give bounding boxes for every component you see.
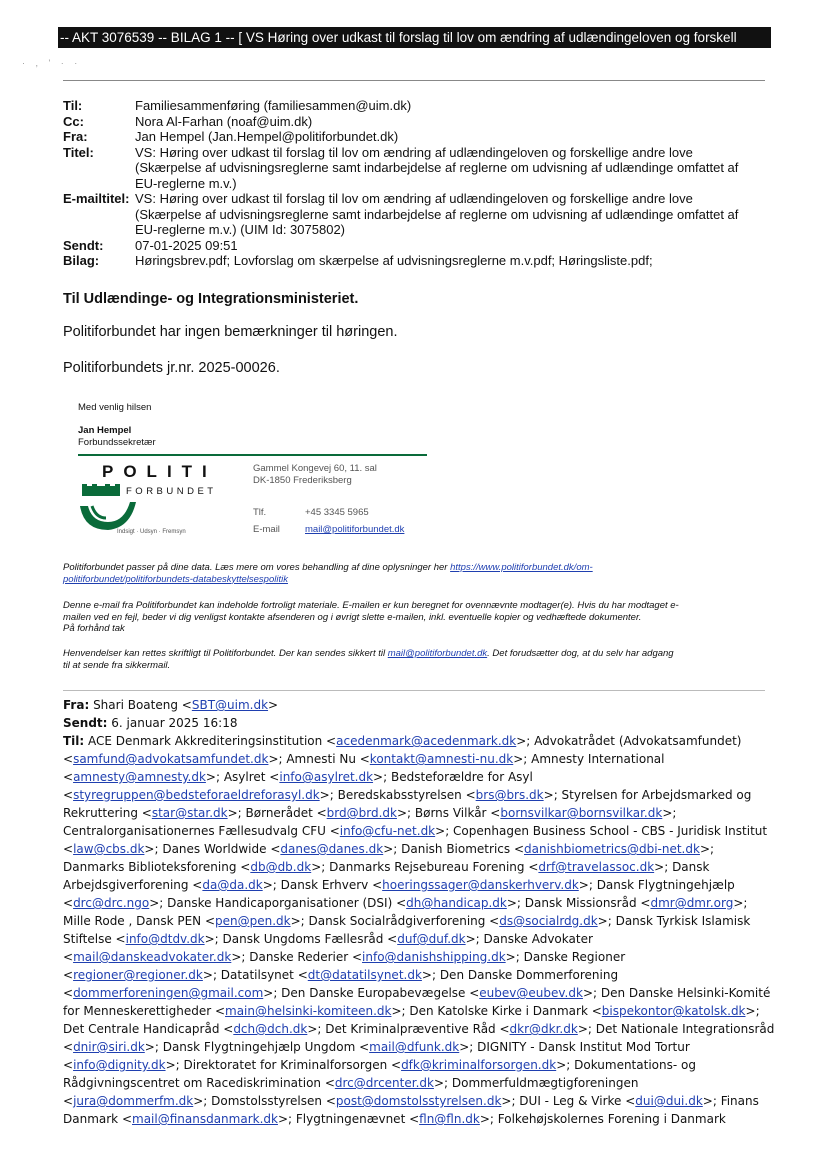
recipient-name: >; Dokumentations- og Rådgivningscentret om Racediskrimination < <box>63 1058 696 1090</box>
header-cc-row: Cc: Nora Al-Farhan (noaf@uim.dk) <box>63 113 313 129</box>
recipient-name: >; Danske Regioner < <box>63 950 626 982</box>
recipient-email-link[interactable]: eubev@eubev.dk <box>479 986 583 1000</box>
recipient-email-link[interactable]: info@asylret.dk <box>279 770 374 784</box>
header-title-row: Titel: VS: Høring over udkast til forslag til lov om ændring af udlændingeloven og forskellige andre love (Skærpelse af udvisningsreglerne samt indarbejdelse af reglerne om udvisning af udlændinge omfattet af EU-reglerne m.v.) <box>63 144 739 191</box>
logo-text-politi: POLITI <box>102 462 217 481</box>
email-label: E-mail <box>253 524 280 535</box>
recipient-name: >; Beredskabsstyrelsen < <box>319 788 476 802</box>
recipient-email-link[interactable]: dh@handicap.dk <box>406 896 507 910</box>
recipient-name: >; Finans Danmark < <box>63 1094 759 1126</box>
recipient-name: >; Datatilsynet < <box>202 968 308 982</box>
recipient-tail: >; Folkehøjskolernes Forening i Danmark <box>479 1112 726 1126</box>
recipient-email-link[interactable]: info@cfu-net.dk <box>339 824 436 838</box>
recipient-name: >; Styrelsen for Arbejdsmarked og Rekruttering < <box>63 788 752 820</box>
recipient-name: >; Danmarks Biblioteksforening < <box>63 842 715 874</box>
recipient-name: >; Dansk Flygtningehjælp < <box>63 878 735 910</box>
signature-block: Jan Hempel Forbundssekretær <box>78 425 156 448</box>
secure-mail-notice: Henvendelser kan rettes skriftligt til Politiforbundet. Der kan sendes sikkert til mail@politiforbundet.dk. Det forudsætter dog, at du selv har adgang til at sende fra sikkermail. <box>63 648 674 671</box>
recipient-email-link[interactable]: info@dignity.dk <box>73 1058 166 1072</box>
recipient-name: >; Danish Biometrics < <box>383 842 524 856</box>
recipient-email-link[interactable]: brd@brd.dk <box>326 806 397 820</box>
recipient-email-link[interactable]: dt@datatilsynet.dk <box>307 968 422 982</box>
recipient-email-link[interactable]: duf@duf.dk <box>397 932 466 946</box>
recipient-name: >; Advokatrådet (Advokatsamfundet) < <box>63 734 742 766</box>
recipient-name: >; Dansk Tyrkisk Islamisk Stiftelse < <box>63 914 751 946</box>
recipient-email-link[interactable]: drc@drc.ngo <box>73 896 150 910</box>
signature-email-link[interactable]: mail@politiforbundet.dk <box>305 524 405 535</box>
recipient-email-link[interactable]: regioner@regioner.dk <box>73 968 203 982</box>
recipient-email-link[interactable]: ds@socialrdg.dk <box>499 914 598 928</box>
recipient-email-link[interactable]: fln@fln.dk <box>419 1112 480 1126</box>
recipient-email-link[interactable]: dch@dch.dk <box>233 1022 308 1036</box>
recipient-name: >; Dansk Missionsråd < <box>506 896 651 910</box>
recipient-email-link[interactable]: dommerforeningen@gmail.com <box>73 986 264 1000</box>
recipient-email-link[interactable]: db@db.dk <box>250 860 312 874</box>
recipient-name: >; Mille Rode , Dansk PEN < <box>63 896 748 928</box>
recipient-email-link[interactable]: dkr@dkr.dk <box>509 1022 578 1036</box>
recipient-email-link[interactable]: mail@danskeadvokater.dk <box>73 950 232 964</box>
header-sent-row: Sendt: 07-01-2025 09:51 <box>63 237 238 253</box>
recipient-email-link[interactable]: dmr@dmr.org <box>650 896 734 910</box>
logo-tagline: Indsigt · Udsyn · Fremsyn <box>117 529 186 535</box>
recipient-name: >; Den Danske Europabevægelse < <box>263 986 480 1000</box>
scan-marks: · , ' · · <box>22 58 82 68</box>
recipient-name: >; Danes Worldwide < <box>144 842 281 856</box>
recipient-email-link[interactable]: info@danishshipping.dk <box>362 950 506 964</box>
recipient-name: >; Dansk Flygtningehjælp Ungdom < <box>144 1040 370 1054</box>
recipient-email-link[interactable]: law@cbs.dk <box>73 842 145 856</box>
addressee: Til Udlændinge- og Integrationsministeriet. <box>63 291 359 307</box>
header-to-row: Til: Familiesammenføring (familiesammen@uim.dk) <box>63 98 412 113</box>
recipient-name: >; Dommerfuldmægtigforeningen < <box>63 1076 639 1108</box>
recipient-name: >; Bedsteforældre for Asyl < <box>63 770 533 802</box>
recipient-name: >; Flygtningenævnet < <box>277 1112 420 1126</box>
forward-recipients: Til: ACE Denmark Akkrediteringsinstitution <acedenmark@acedenmark.dk>; Advokatrådet (Advokatsamfundet) <samfund@advokatsamfundet.dk>; Amnesti Nu <kontakt@amnesti-nu.dk>; Amnesty International <amnesty@amnesty.dk>; Asylret <info@asylret.dk>; Bedsteforældre for Asyl <styregruppen@bedsteforaeldreforasyl.dk>; Beredskabsstyrelsen <brs@brs.dk>; Styrelsen for Arbejdsmarked og Rekruttering <star@star.dk>; Børnerådet <brd@brd.dk>; Børns Vilkår <bornsvilkar@bornsvilkar.dk>; Centralorganisationernes Fællesudvalg CFU <info@cfu-net.dk>; Copenhagen Business School - CBS - Juridisk Institut <law@cbs.dk>; Danes Worldwide <danes@danes.dk>; Danish Biometrics <danishbiometrics@dbi-net.dk>; Danmarks Biblioteksforening <db@db.dk>; Danmarks Rejsebureau Forening <drf@travelassoc.dk>; Dansk Arbejdsgiverforening <da@da.dk>; Dansk Erhverv <hoeringssager@danskerhverv.dk>; Dansk Flygtningehjælp <drc@drc.ngo>; Danske Handicaporganisationer (DSI) <dh@handicap.dk>; Dansk Missionsråd <dmr@dmr.org>; Mille Rode , Dansk PEN <pen@pen.dk>; Dansk Socialrådgiverforening <ds@socialrdg.dk>; Dansk Tyrkisk Islamisk Stiftelse <info@dtdv.dk>; Dansk Ungdoms Fællesråd <duf@duf.dk>; Danske Advokater <mail@danskeadvokater.dk>; Danske Rederier <info@danishshipping.dk>; Danske Regioner <regioner@regioner.dk>; Datatilsynet <dt@datatilsynet.dk>; Den Danske Dommerforening <dommerforeningen@gmail.com>; Den Danske Europabevægelse <eubev@eubev.dk>; Den Danske Helsinki-Komité for Menneskerettigheder <main@helsinki-komiteen.dk>; Den Katolske Kirke i Danmark <bispekontor@katolsk.dk>; Det Centrale Handicapråd <dch@dch.dk>; Det Kriminalpræventive Råd <dkr@dkr.dk>; Det Nationale Integrationsråd <dnir@siri.dk>; Dansk Flygtningehjælp Ungdom <mail@dfunk.dk>; DIGNITY - Dansk Institut Mod Tortur <info@dignity.dk>; Direktoratet for Kriminalforsorgen <dfk@kriminalforsorgen.dk>; Dokumentations- og Rådgivningscentret om Racediskrimination <drc@drcenter.dk>; Dommerfuldmægtigforeningen <jura@dommerfm.dk>; Domstolsstyrelsen <post@domstolsstyrelsen.dk>; DUI - Leg & Virke <dui@dui.dk>; Finans Danmark <mail@finansdanmark.dk>; Flygtningenævnet <fln@fln.dk>; Folkehøjskolernes Forening i Danmark <box>63 734 775 1126</box>
header-attachments-row: Bilag: Høringsbrev.pdf; Lovforslag om skærpelse af udvisningsreglerne m.v.pdf; Høringsliste.pdf; <box>63 253 653 268</box>
recipient-name: >; Den Katolske Kirke i Danmark < <box>391 1004 602 1018</box>
recipient-name: >; Dansk Ungdoms Fællesråd < <box>204 932 398 946</box>
recipient-email-link[interactable]: mail@finansdanmark.dk <box>132 1112 278 1126</box>
data-policy-link[interactable]: https://www.politiforbundet.dk/om- <box>450 562 593 573</box>
recipient-name: >; Direktoratet for Kriminalforsorgen < <box>165 1058 402 1072</box>
recipient-name: >; Den Danske Dommerforening < <box>63 968 619 1000</box>
signature-greeting: Med venlig hilsen <box>78 402 152 413</box>
forward-from: Fra: Shari Boateng <SBT@uim.dk> <box>63 698 279 712</box>
recipient-name: >; Børnerådet < <box>227 806 327 820</box>
body-line-2: Politiforbundets jr.nr. 2025-00026. <box>63 360 280 376</box>
recipient-email-link[interactable]: jura@dommerfm.dk <box>73 1094 194 1108</box>
body-line-1: Politiforbundet har ingen bemærkninger til høringen. <box>63 324 398 340</box>
recipient-name: >; Børns Vilkår < <box>396 806 501 820</box>
recipient-name: >; Amnesti Nu < <box>268 752 370 766</box>
recipient-name: >; Danmarks Rejsebureau Forening < <box>311 860 539 874</box>
top-divider <box>63 80 765 81</box>
recipient-name: >; Asylret < <box>205 770 280 784</box>
recipient-email-link[interactable]: post@domstolsstyrelsen.dk <box>335 1094 502 1108</box>
tlf-value: +45 3345 5965 <box>305 507 369 518</box>
recipient-email-link[interactable]: da@da.dk <box>202 878 263 892</box>
recipient-name: >; Det Centrale Handicapråd < <box>63 1004 760 1036</box>
recipient-email-link[interactable]: samfund@advokatsamfundet.dk <box>73 752 269 766</box>
header-from-row: Fra: Jan Hempel (Jan.Hempel@politiforbundet.dk) <box>63 129 399 144</box>
recipient-name: >; Danske Handicaporganisationer (DSI) < <box>149 896 407 910</box>
recipient-email-link[interactable]: dnir@siri.dk <box>73 1040 145 1054</box>
recipient-name: >; Centralorganisationernes Fællesudvalg CFU < <box>63 806 677 838</box>
recipient-email-link[interactable]: pen@pen.dk <box>215 914 291 928</box>
recipient-email-link[interactable]: dfk@kriminalforsorgen.dk <box>401 1058 557 1072</box>
recipient-name: >; Danske Rederier < <box>231 950 363 964</box>
secure-mail-link[interactable]: mail@politiforbundet.dk <box>387 648 488 659</box>
recipient-name: >; Det Nationale Integrationsråd < <box>63 1022 775 1054</box>
forward-from-email[interactable]: SBT@uim.dk <box>191 698 269 712</box>
signature-divider <box>78 454 427 456</box>
recipient-email-link[interactable]: danishbiometrics@dbi-net.dk <box>524 842 700 856</box>
forward-divider <box>63 690 765 691</box>
signature-address: Gammel Kongevej 60, 11. sal DK-1850 Frederiksberg <box>253 463 377 486</box>
recipient-name: >; DUI - Leg & Virke < <box>501 1094 636 1108</box>
recipient-name: >; Det Kriminalpræventive Råd < <box>307 1022 510 1036</box>
recipient-name: >; DIGNITY - Dansk Institut Mod Tortur < <box>63 1040 690 1072</box>
recipient-email-link[interactable]: acedenmark@acedenmark.dk <box>336 734 517 748</box>
recipient-email-link[interactable]: bispekontor@katolsk.dk <box>601 1004 746 1018</box>
recipient-name: >; Copenhagen Business School - CBS - Juridisk Institut < <box>63 824 768 856</box>
recipient-email-link[interactable]: styregruppen@bedsteforaeldreforasyl.dk <box>73 788 320 802</box>
recipient-name: >; Dansk Arbejdsgiverforening < <box>63 860 710 892</box>
document-banner: -- AKT 3076539 -- BILAG 1 -- [ VS Høring over udkast til forslag til lov om ændring af udlændingeloven og forskell <box>58 27 771 48</box>
recipient-name: >; Dansk Erhverv < <box>262 878 383 892</box>
email-header <box>63 98 763 269</box>
recipient-email-link[interactable]: amnesty@amnesty.dk <box>73 770 206 784</box>
logo-text-forbundet: FORBUNDET <box>126 486 217 497</box>
recipient-email-link[interactable]: hoeringssager@danskerhverv.dk <box>382 878 579 892</box>
recipient-email-link[interactable]: brs@brs.dk <box>475 788 544 802</box>
recipient-email-link[interactable]: kontakt@amnesti-nu.dk <box>369 752 514 766</box>
recipient-name: ACE Denmark Akkrediteringsinstitution < <box>84 734 337 748</box>
data-policy-notice: Politiforbundet passer på dine data. Læs mere om vores behandling af dine oplysninger her https://www.politiforbundet.dk/om- politiforbundet/politiforbundets-databeskyttelsespolitik <box>63 562 593 585</box>
recipient-email-link[interactable]: mail@dfunk.dk <box>369 1040 460 1054</box>
recipient-email-link[interactable]: drf@travelassoc.dk <box>538 860 655 874</box>
recipient-email-link[interactable]: danes@danes.dk <box>280 842 384 856</box>
recipient-email-link[interactable]: bornsvilkar@bornsvilkar.dk <box>500 806 663 820</box>
recipient-name: >; Den Danske Helsinki-Komité for Menneskerettigheder < <box>63 986 771 1018</box>
recipient-name: >; Amnesty International < <box>63 752 665 784</box>
forward-sent: Sendt: 6. januar 2025 16:18 <box>63 716 238 730</box>
header-emailtitle-row: E-mailtitel: VS: Høring over udkast til forslag til lov om ændring af udlændingeloven og forskellige andre love (Skærpelse af udvisningsreglerne samt indarbejdelse af reglerne om udvisning af udlændinge omfattet af EU-reglerne m.v.) (UIM Id: 3075802) <box>63 191 739 237</box>
data-policy-link-cont[interactable]: politiforbundet/politiforbundets-databeskyttelsespolitik <box>63 573 288 585</box>
tlf-label: Tlf. <box>253 507 267 518</box>
recipient-email-link[interactable]: dui@dui.dk <box>635 1094 703 1108</box>
recipient-email-link[interactable]: info@dtdv.dk <box>125 932 205 946</box>
recipient-name: >; Danske Advokater < <box>63 932 593 964</box>
recipient-name: >; Domstolsstyrelsen < <box>193 1094 336 1108</box>
forwarded-message <box>63 696 775 1128</box>
recipient-email-link[interactable]: star@star.dk <box>151 806 228 820</box>
recipient-name: >; Dansk Socialrådgiverforening < <box>290 914 500 928</box>
recipient-email-link[interactable]: main@helsinki-komiteen.dk <box>225 1004 392 1018</box>
confidentiality-notice: Denne e-mail fra Politiforbundet kan indeholde fortroligt materiale. E-mailen er kun beregnet for ovennævnte modtager(e). Hvis du har modtaget e- mailen ved en fejl, beder vi dig venligst kontakte afsenderen og i øvrigt slette e-mailen, inkl. eventuelle kopier og vedhæftede dokumenter. På forhånd tak <box>63 600 679 634</box>
recipient-email-link[interactable]: drc@drcenter.dk <box>334 1076 434 1090</box>
